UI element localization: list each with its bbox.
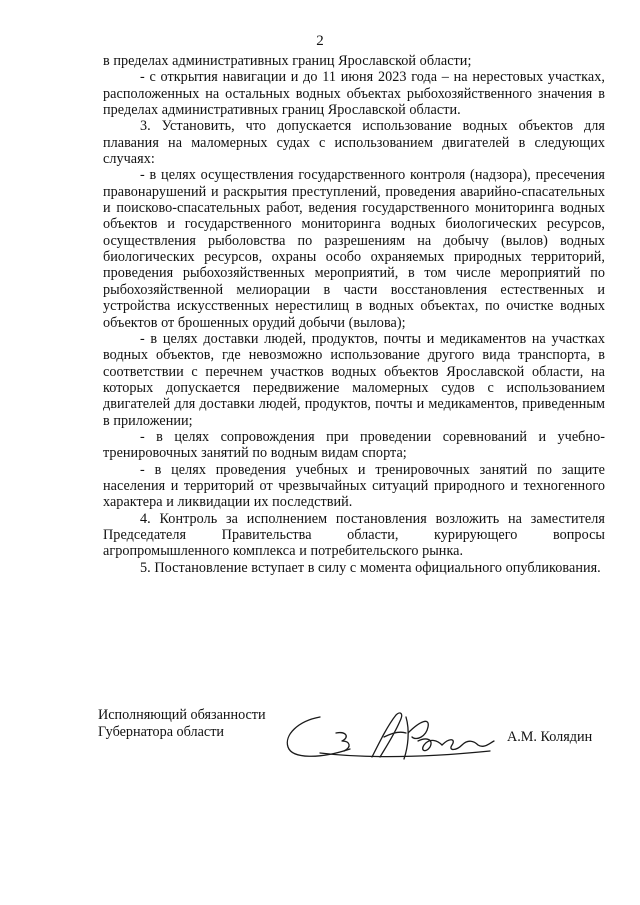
paragraph: 4. Контроль за исполнением постановления возложить на заместителя Председателя Правительства области, курирующего вопросы агропромышленного комплекса и потребительского рынка.: [103, 510, 605, 560]
handwritten-signature: [280, 707, 510, 767]
page-number: 2: [316, 33, 324, 49]
paragraph: - в целях доставки людей, продуктов, почты и медикаментов на участках водных объектов, где невозможно использование другого вида транспорта, в соответствии с перечнем участков водных объектов Ярославской области, на которых допускается передвижение маломерных судов с использованием двигателей для доставки людей, продуктов, почты и медикаментов, приведенным в приложении;: [103, 330, 605, 429]
signature-block: [98, 707, 608, 767]
paragraph: в пределах административных границ Ярославской области;: [103, 53, 472, 69]
signatory-role-line-2: Губернатора области: [98, 724, 224, 740]
paragraph: - в целях осуществления государственного контроля (надзора), пресечения правонарушений и раскрытия преступлений, проведения аварийно-спасательных и поисково-спасательных работ, ведения государственного мониторинга водных объектов и государственного мониторинга водных биологических ресурсов, осуществления рыболовства по разрешениям на добычу (вылов) водных биологических ресурсов, охраны особо охраняемых природных территорий, проведения рыбохозяйственных мероприятий, в том числе мероприятий по рыбохозяйственной мелиорации в части восстановления естественных и устройства искусственных нерестилищ в водных объектах, по очистке водных объектов от брошенных орудий добычи (вылова);: [103, 167, 605, 331]
paragraph: - в целях проведения учебных и тренировочных занятий по защите населения и территорий от чрезвычайных ситуаций природного и техногенного характера и ликвидации их последствий.: [103, 461, 605, 511]
paragraph: - в целях сопровождения при проведении соревнований и учебно-тренировочных занятий по водным видам спорта;: [103, 428, 605, 462]
signatory-role: [98, 707, 266, 741]
paragraph: 3. Установить, что допускается использование водных объектов для плавания на маломерных судах с использованием двигателей в следующих случаях:: [103, 118, 605, 168]
document-body: [103, 53, 605, 576]
paragraph: 5. Постановление вступает в силу с момента официального опубликования.: [140, 559, 601, 576]
signatory-name: А.М. Колядин: [507, 729, 593, 745]
signatory-role-line-1: Исполняющий обязанности: [98, 707, 266, 723]
paragraph: - с открытия навигации и до 11 июня 2023 года – на нерестовых участках, расположенных на остальных водных объектах рыбохозяйственного значения в пределах административных границ Ярославской области.: [103, 69, 605, 119]
